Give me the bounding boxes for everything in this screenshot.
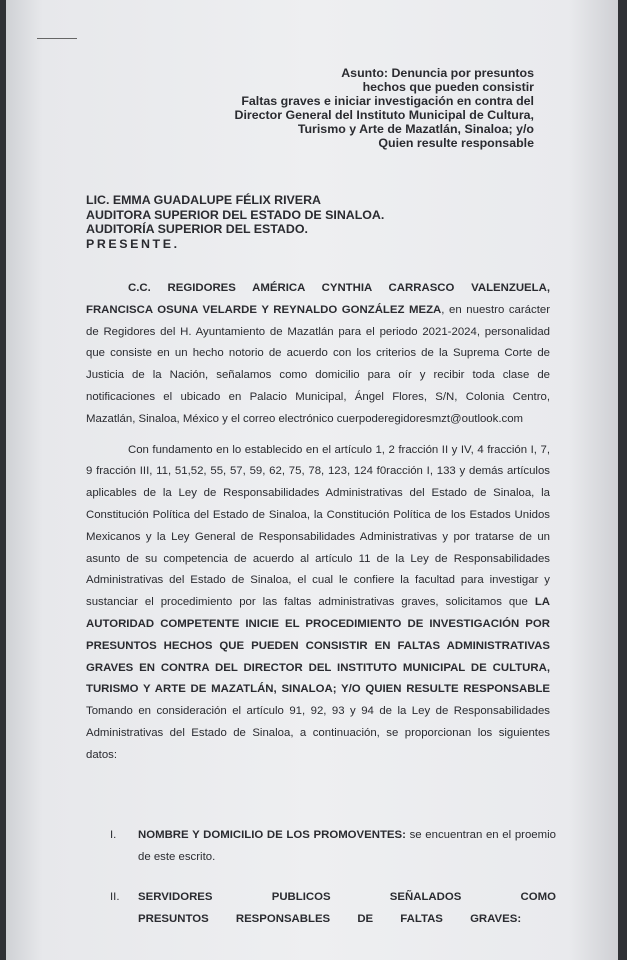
paragraph-foundation (86, 440, 550, 767)
subject-line: hechos que pueden consistir (362, 80, 534, 94)
subject-line: Faltas graves e iniciar investigación en contra del (241, 94, 534, 108)
addressee-block (86, 193, 546, 251)
intro-prefix: C.C. REGIDORES (128, 282, 253, 294)
list-item-heading: SERVIDORES PUBLICOS SEÑALADOS COMO PRESUNTOS RESPONSABLES DE FALTAS GRAVES: (138, 891, 556, 925)
regidores-names: AMÉRICA CYNTHIA CARRASCO VALENZUELA, FRANCISCA OSUNA VELARDE Y REYNALDO GONZÁLEZ MEZA (86, 282, 550, 316)
list-item (86, 825, 556, 868)
subject-line: Turismo y Arte de Mazatlán, Sinaloa; y/o (297, 122, 534, 136)
list-item-heading: NOMBRE Y DOMICILIO DE LOS PROMOVENTES: (138, 829, 406, 841)
intro-text: , en nuestro carácter de Regidores del H. Ayuntamiento de Mazatlán para el periodo 2021-2024, personalidad que consiste en un hecho notorio de acuerdo con los criterios de la Suprema Corte de Justicia de la Nación, señalamos como domicilio para oír y recibir toda clase de notificaciones el ubicado en Palacio Municipal, Ángel Flores, S/N, Colonia Centro, Mazatlán, Sinaloa, México y el correo electrónico cuerpoderegidoresmzt@outlook.com (86, 303, 551, 425)
document-page (6, 0, 618, 960)
addressee-greeting: PRESENTE. (86, 236, 180, 251)
paragraph-intro (86, 278, 550, 431)
subject-block (204, 66, 534, 150)
list-item-text (138, 825, 556, 868)
list-item-numeral: I. (110, 829, 117, 841)
subject-line: Asunto: Denuncia por presuntos (341, 66, 534, 80)
list-item-text (138, 887, 556, 930)
list-item-body: se encuentran en el proemio de este escrito. (138, 829, 556, 863)
foundation-tail: Tomando en consideración el artículo 91, 92, 93 y 94 de la Ley de Responsabilidades Administrativas del Estado de Sinaloa, a continuación, se proporcionan los siguientes datos: (86, 705, 550, 761)
list-item-numeral: II. (110, 891, 120, 903)
scan-mark (37, 35, 77, 39)
addressee-office: AUDITORÍA SUPERIOR DEL ESTADO. (86, 222, 308, 236)
document-body (86, 278, 550, 767)
foundation-text: Con fundamento en lo establecido en el artículo 1, 2 fracción II y IV, 4 fracción I, 7, 9 fracción III, 11, 51,52, 55, 57, 59, 62, 75, 78, 123, 124 f0racción I, 133 y demás artículos aplicables de la Ley de Responsabilidades Administrativas del Estado de Sinaloa, la Constitución Política del Estado de Sinaloa, la Constitución Política de los Estados Unidos Mexicanos y la Ley General de Responsabilidades Administrativas y por tratarse de un asunto de su competencia de acuerdo al artículo 11 de la Ley de Responsabilidades Administrativas del Estado de Sinaloa, el cual le confiere la facultad para investigar y sustanciar el procedimiento por las faltas administrativas graves, solicitamos que (86, 443, 550, 609)
subject-line: Quien resulte responsable (378, 136, 534, 150)
list-item (86, 887, 556, 930)
subject-line: Director General del Instituto Municipal de Cultura, (234, 108, 534, 122)
addressee-position: AUDITORA SUPERIOR DEL ESTADO DE SINALOA. (86, 207, 385, 222)
addressee-name: LIC. EMMA GUADALUPE FÉLIX RIVERA (86, 193, 321, 207)
foundation-request: LA AUTORIDAD COMPETENTE INICIE EL PROCEDIMIENTO DE INVESTIGACIÓN POR PRESUNTOS HECHOS QUE PUEDEN CONSISTIR EN FALTAS ADMINISTRATIVAS GRAVES EN CONTRA DEL DIRECTOR DEL INSTITUTO MUNICIPAL DE CULTURA, TURISMO Y ARTE DE MAZATLÁN, SINALOA; Y/O QUIEN RESULTE RESPONSABLE (86, 596, 550, 696)
